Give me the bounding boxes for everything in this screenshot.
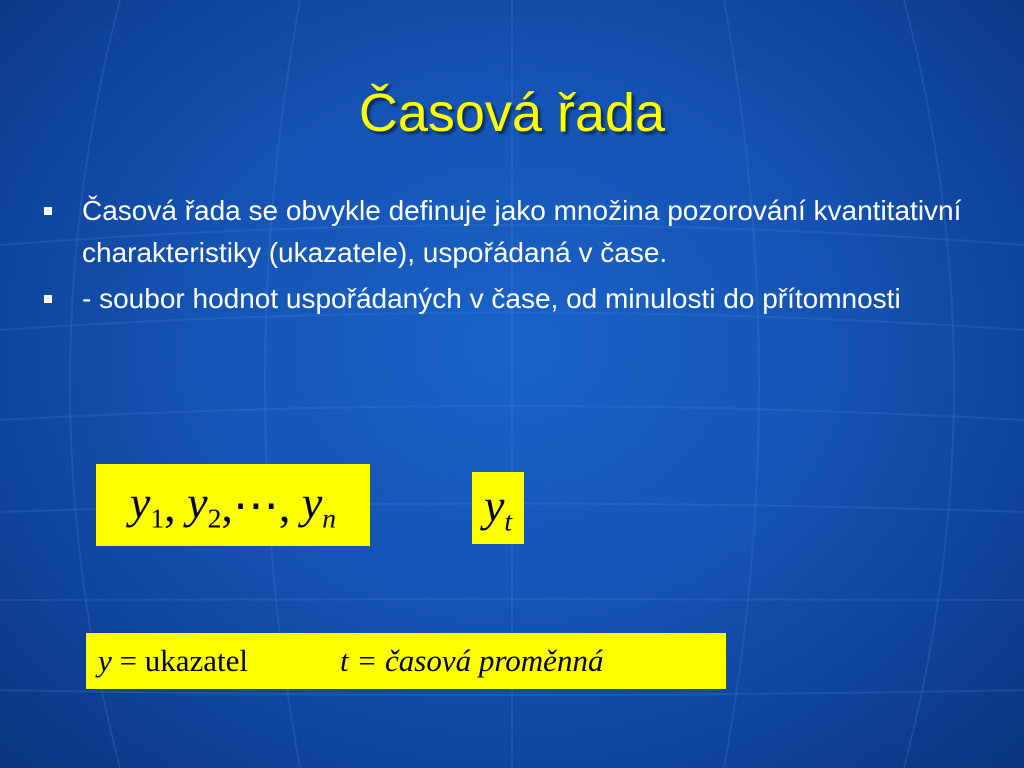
bullet-text: - soubor hodnot uspořádaných v čase, od minulosti do přítomnosti: [82, 283, 901, 314]
legend-y: y = ukazatel: [98, 643, 249, 678]
formula-general-box: [472, 472, 524, 544]
bullet-item: [40, 278, 1000, 320]
bullet-square-icon: [44, 207, 52, 215]
bullet-list: [40, 190, 1000, 324]
formula-comma: ,: [164, 479, 176, 531]
formula-y2: $y_2$: [187, 476, 222, 534]
slide-title: Časová řada: [358, 83, 666, 143]
formula-yt: $y_t$: [483, 479, 513, 537]
formula-comma: ,: [221, 479, 233, 531]
formula-yn: $y_n$: [301, 476, 337, 534]
formula-comma: ,: [278, 479, 291, 531]
formula-ellipsis: ⋯: [232, 480, 279, 531]
formula-y1: $y_1$: [129, 476, 165, 534]
legend-t: t = časová proměnná: [340, 643, 604, 678]
bullet-square-icon: [44, 295, 52, 303]
legend-box: [86, 633, 726, 689]
bullet-item: [40, 190, 1000, 274]
formula-sequence-box: [96, 464, 370, 546]
bullet-text: Časová řada se obvykle definuje jako množina pozorování kvantitativní charakteristiky (ukazatele), uspořádaná v čase.: [82, 195, 962, 268]
